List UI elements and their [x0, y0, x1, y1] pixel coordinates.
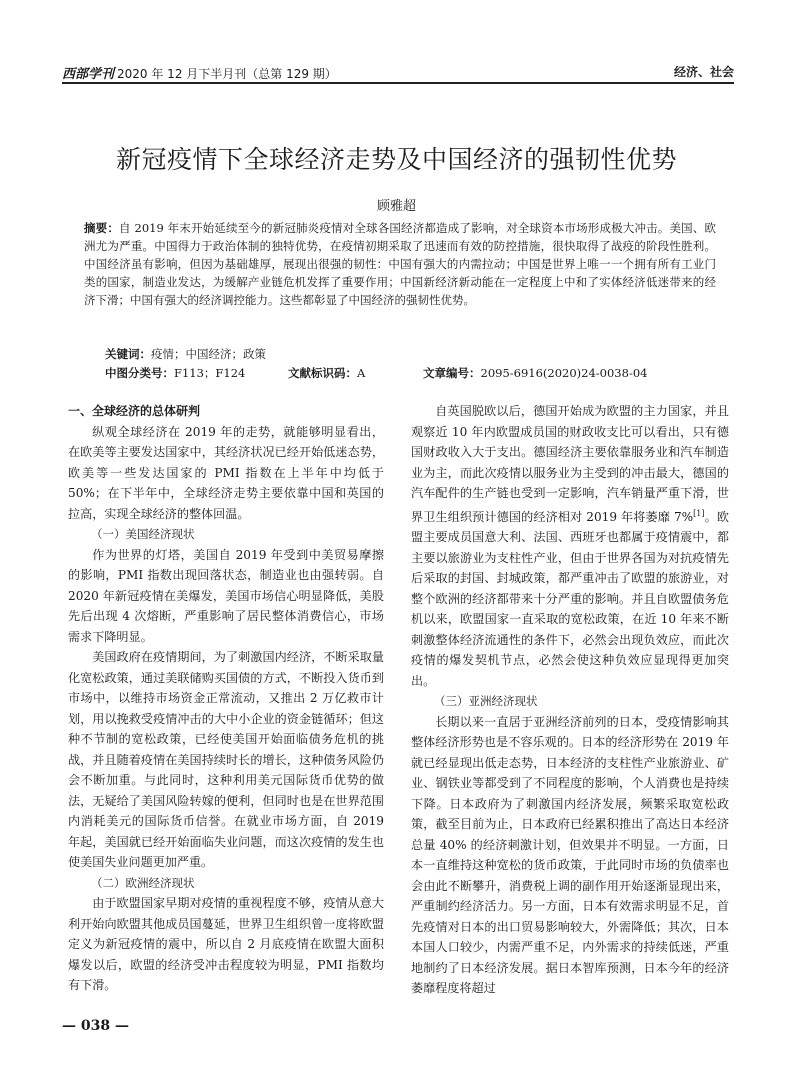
left-column — [68, 401, 384, 996]
paragraph: 美国政府在疫情期间，为了刺激国内经济，不断采取量化宽松政策，通过美联储购买国债的方式，不断投入货币到市场中，以维持市场资金正常流动，又推出 2 万亿救市计划，用以挽救受疫情冲击的大中小企业的资金链循环；但这种不节制的宽松政策，已经使美国开始面临债务危机的挑战，并且随着疫情在美国持续时长的增长，这种债务风险仍会不断加重。与此同时，这种利用美元国际货币优势的做法，无疑给了美国风险转嫁的便利，但同时也是在世界范围内消耗美元的国际货币信誉。在就业市场方面，自 2019 年起，美国就已经开始面临失业问题，而这次疫情的发生也使美国失业问题更加严重。 — [68, 650, 384, 869]
page-number: — 038 — — [62, 1018, 129, 1034]
article-value: 2095-6916(2020)24-0038-04 — [480, 366, 648, 380]
section-heading: 一、全球经济的总体研判 — [68, 404, 201, 418]
running-header — [62, 60, 734, 84]
journal-info — [62, 63, 337, 82]
paragraph: 由于欧盟国家早期对疫情的重视程度不够，疫情从意大利开始向欧盟其他成员国蔓延，世界卫生组织曾一度将欧盟定义为新冠疫情的震中，所以自 2 月底疫情在欧盟大面积爆发以后，欧盟的经济受冲击程度较为明显，PMI 指数均有下滑。 — [68, 896, 384, 992]
keywords — [105, 346, 266, 362]
journal-name: 西部学刊 — [62, 67, 115, 82]
subsection-heading: （二）欧洲经济现状 — [91, 875, 195, 890]
abstract — [84, 220, 716, 310]
subsection-heading: （一）美国经济现状 — [91, 527, 195, 541]
clc-number — [105, 365, 245, 381]
clc-value: F113；F124 — [174, 366, 246, 380]
article-label: 文章编号： — [423, 366, 481, 380]
keywords-label: 关键词： — [105, 347, 151, 361]
paragraph: 作为世界的灯塔，美国自 2019 年受到中美贸易摩擦的影响，PMI 指数出现回落状态，制造业也由强转弱。自 2020 年新冠疫情在美爆发，美国市场信心明显降低，美股先后出现 4 次熔断，严重影响了居民整体消费信心，市场需求下降明显。 — [68, 547, 384, 644]
section-label: 经济、社会 — [673, 65, 734, 79]
author-name: 顾雅超 — [376, 199, 416, 214]
doc-value: A — [357, 366, 366, 380]
article-number — [423, 365, 647, 381]
right-column — [411, 401, 729, 999]
citation-ref[interactable]: [1] — [693, 508, 705, 518]
keywords-text: 疫情；中国经济；政策 — [151, 347, 266, 361]
article-title: 新冠疫情下全球经济走势及中国经济的强韧性优势 — [115, 145, 677, 174]
subsection-heading: （三）亚洲经济现状 — [434, 694, 538, 709]
abstract-text: 自 2019 年末开始延续至今的新冠肺炎疫情对全球各国经济都造成了影响，对全球资本市场形成极大冲击。美国、欧洲尤为严重。中国得力于政治体制的独特优势，在疫情初期采取了迅速而有效的防控措施，很快取得了战疫的阶段性胜利。中国经济虽有影响，但因为基础雄厚，展现出很强的韧性：中国有强大的内需拉动；中国是世界上唯一一个拥有所有工业门类的国家，制造业发达，为缓解产业链危机发挥了重要作用；中国新经济新动能在一定程度上中和了实体经济低迷带来的经济下滑；中国有强大的经济调控能力。这些都彰显了中国经济的强韧性优势。 — [84, 221, 716, 307]
paragraph: 纵观全球经济在 2019 年的走势，就能够明显看出，在欧美等主要发达国家中，其经济状况已经开始低迷态势，欧美等一些发达国家的 PMI 指数在上半年中均低于 50%；在下半年中，全球经济走势主要依靠中国和英国的拉高，实现全球经济的整体回温。 — [68, 424, 384, 521]
abstract-label: 摘要： — [84, 221, 120, 235]
paragraph: 长期以来一直居于亚洲经济前列的日本，受疫情影响其整体经济形势也是不容乐观的。日本的经济形势在 2019 年就已经显现出低走态势，日本经济的支柱性产业旅游业、矿业、钢铁业等都受到了不同程度的影响，个人消费也是持续下降。日本政府为了刺激国内经济发展，频繁采取宽松政策，截至目前为止，日本政府已经累积推出了高达日本经济总量 40% 的经济刺激计划，但效果并不明显。一方面，日本一直维持这种宽松的货币政策，于此同时市场的负债率也会由此不断攀升，消费税上调的副作用开始逐渐显现出来，严重制约经济活力。另一方面，日本有效需求明显不足，首先疫情对日本的出口贸易影响较大，外需降低；其次，日本本国人口较少，内需严重不足，内外需求的持续低迷，严重地制约了日本经济发展。据日本智库预测，日本今年的经济萎靡程度将超过 — [411, 714, 729, 996]
issue-info: 2020 年 12 月下半月刊（总第 129 期） — [117, 67, 337, 81]
paragraph-text: 自英国脱欧以后，德国开始成为欧盟的主力国家，并且观察近 10 年内欧盟成员国的财政收支比可以看出，只有德国财政收入大于支出。德国经济主要依靠服务业和汽车制造业为主，而此次疫情以服务业为主受到的冲击最大，德国的汽车配件的生产链也受到一定影响，汽车销量严重下滑，世界卫生组织预计德国的经济相对 2019 年将萎靡 7% — [411, 404, 729, 524]
doc-label: 文献标识码： — [288, 366, 357, 380]
paragraph — [411, 401, 729, 691]
clc-label: 中图分类号： — [105, 366, 174, 380]
doc-code — [288, 365, 365, 381]
paragraph-text: 。欧盟主要成员国意大利、法国、西班牙也都属于疫情震中，都主要以旅游业为支柱性产业，但由于世界各国为对抗疫情先后采取的封国、封城政策，都严重冲击了欧盟的旅游业，对整个欧洲的经济都带来十分严重的影响。并且自欧盟债务危机以来，欧盟国家一直采取的宽松政策，在近 10 年来不断刺激整体经济流通性的条件下，必然会出现负效应，而此次疫情的爆发契机节点，必然会使这种负效应显现得更加突出。 — [411, 509, 729, 688]
article-meta — [105, 365, 725, 383]
